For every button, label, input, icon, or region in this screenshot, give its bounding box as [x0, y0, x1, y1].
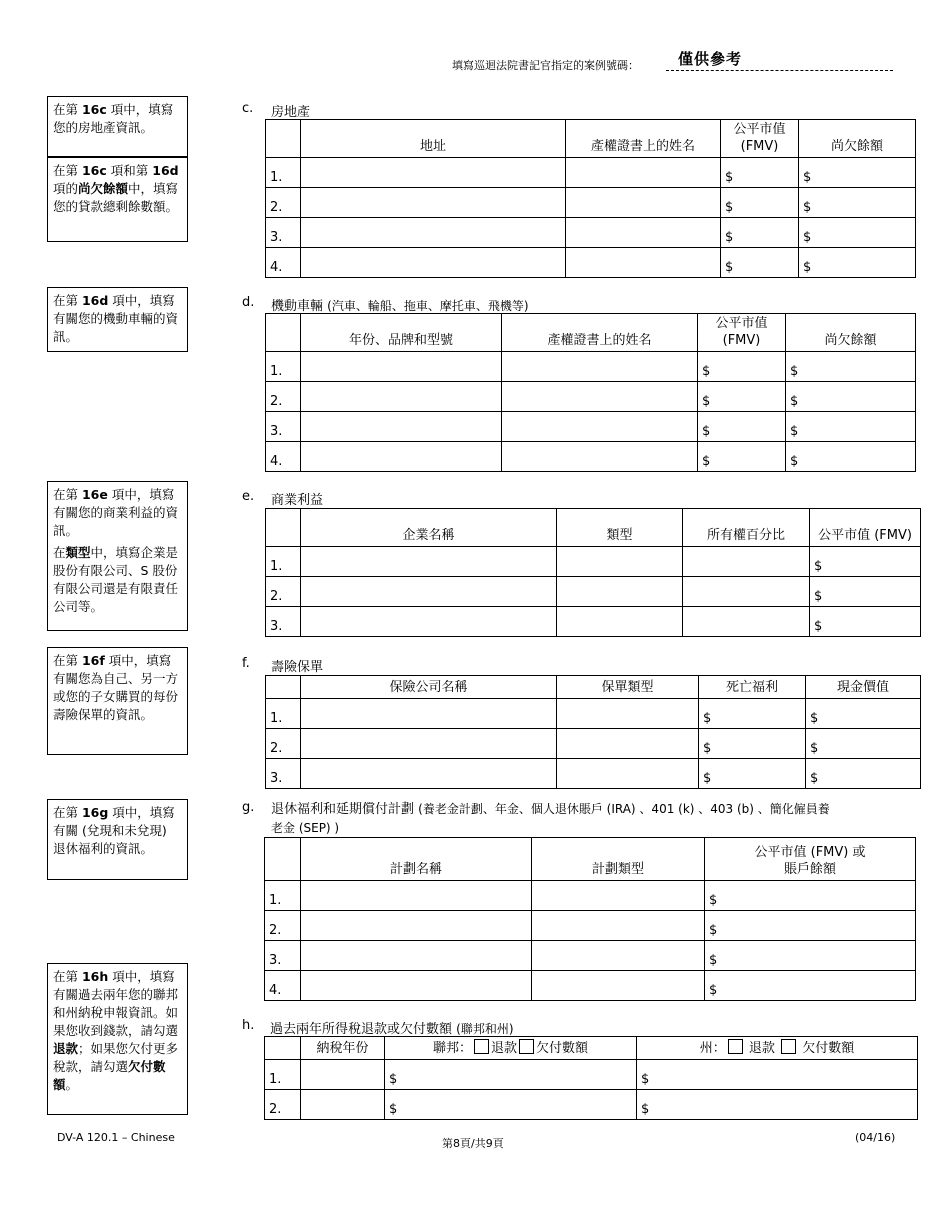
table-row	[266, 218, 916, 248]
table-row	[266, 607, 921, 637]
death-benefit-cell[interactable]: $	[699, 699, 806, 729]
case-number-field[interactable]	[666, 70, 893, 71]
header-type: 類型	[557, 509, 683, 547]
fmv-cell[interactable]: $	[698, 442, 786, 472]
row-number: 2.	[266, 188, 301, 218]
table-row	[266, 382, 916, 412]
table-row	[266, 699, 921, 729]
table-row	[265, 971, 916, 1001]
row-number: 3.	[265, 941, 301, 971]
header-death-benefit: 死亡福利	[699, 676, 806, 699]
balance-cell[interactable]: $	[799, 158, 916, 188]
section-c-letter: c.	[242, 101, 254, 116]
title-name-cell[interactable]	[566, 158, 721, 188]
state-owed-checkbox[interactable]	[781, 1039, 796, 1054]
type-cell[interactable]	[557, 607, 683, 637]
table-row	[266, 352, 916, 382]
table-row	[265, 1090, 918, 1120]
cash-value-cell[interactable]: $	[806, 729, 921, 759]
header-fmv: 公平市值 (FMV)	[721, 120, 799, 158]
death-benefit-cell[interactable]: $	[699, 759, 806, 789]
table-row	[265, 911, 916, 941]
ownership-cell[interactable]	[683, 607, 810, 637]
header-title-name: 產權證書上的姓名	[566, 120, 721, 158]
business-table	[265, 508, 921, 637]
title-name-cell[interactable]	[502, 442, 698, 472]
plan-type-cell[interactable]	[532, 911, 705, 941]
table-row	[266, 729, 921, 759]
row-number: 1.	[265, 881, 301, 911]
row-number: 3.	[266, 218, 301, 248]
balance-cell[interactable]: $	[786, 412, 916, 442]
header-year-make-model: 年份、品牌和型號	[301, 314, 502, 352]
title-name-cell[interactable]	[502, 352, 698, 382]
type-cell[interactable]	[557, 577, 683, 607]
reference-only-text: 僅供參考	[678, 50, 743, 68]
fmv-balance-cell[interactable]: $	[705, 911, 916, 941]
header-title-name: 產權證書上的姓名	[502, 314, 698, 352]
vehicles-table	[265, 313, 916, 472]
table-row	[266, 547, 921, 577]
header-plan-name: 計劃名稱	[301, 838, 532, 881]
table-row	[266, 188, 916, 218]
type-cell[interactable]	[557, 547, 683, 577]
section-f-title: 壽險保單	[271, 660, 324, 675]
balance-cell[interactable]: $	[799, 218, 916, 248]
section-d-letter: d.	[242, 295, 255, 310]
life-insurance-table	[265, 675, 921, 789]
row-number: 1.	[265, 1060, 301, 1090]
header-state: 州： 退款 欠付數額	[637, 1037, 918, 1060]
section-h-letter: h.	[242, 1018, 255, 1033]
death-benefit-cell[interactable]: $	[699, 729, 806, 759]
address-cell[interactable]	[301, 158, 566, 188]
section-g-letter: g.	[242, 800, 255, 815]
row-number: 4.	[265, 971, 301, 1001]
fmv-cell[interactable]: $	[810, 607, 921, 637]
vehicle-cell[interactable]	[301, 352, 502, 382]
cash-value-cell[interactable]: $	[806, 699, 921, 729]
section-f-letter: f.	[242, 656, 250, 671]
row-number: 2.	[266, 382, 301, 412]
federal-refund-checkbox[interactable]	[474, 1039, 489, 1054]
vehicle-cell[interactable]	[301, 382, 502, 412]
header-balance: 尚欠餘額	[786, 314, 916, 352]
balance-cell[interactable]: $	[786, 352, 916, 382]
address-cell[interactable]	[301, 248, 566, 278]
page-number: 第8頁/共9頁	[442, 1137, 504, 1150]
state-amount-cell[interactable]: $	[637, 1090, 918, 1120]
fmv-cell[interactable]: $	[698, 382, 786, 412]
plan-name-cell[interactable]	[301, 971, 532, 1001]
plan-name-cell[interactable]	[301, 911, 532, 941]
table-row	[266, 158, 916, 188]
insurer-cell[interactable]	[301, 729, 557, 759]
note-16d-vehicles: 在第 16d 項中，填寫有關您的機動車輛的資訊。	[47, 287, 188, 352]
header-cash-value: 現金價值	[806, 676, 921, 699]
note-16e-business: 在第 16e 項中，填寫有關您的商業利益的資訊。 在類型中，填寫企業是股份有限公司、S 股份有限公司還是有限責任公司等。	[47, 481, 188, 631]
title-name-cell[interactable]	[502, 382, 698, 412]
header-tax-year: 納稅年份	[301, 1037, 385, 1060]
fmv-cell[interactable]: $	[810, 547, 921, 577]
header-business-name: 企業名稱	[301, 509, 557, 547]
tax-year-cell[interactable]	[301, 1060, 385, 1090]
header-fmv: 公平市值 (FMV)	[810, 509, 921, 547]
federal-amount-cell[interactable]: $	[385, 1090, 637, 1120]
header-policy-type: 保單類型	[557, 676, 699, 699]
policy-type-cell[interactable]	[557, 759, 699, 789]
header-ownership-percent: 所有權百分比	[683, 509, 810, 547]
federal-amount-cell[interactable]: $	[385, 1060, 637, 1090]
row-number: 1.	[266, 158, 301, 188]
row-number: 4.	[266, 248, 301, 278]
note-16c-16d-balance: 在第 16c 項和第 16d 項的尚欠餘額中，填寫您的貸款總剩餘數額。	[47, 157, 188, 242]
row-number: 3.	[266, 759, 301, 789]
header-federal: 聯邦： 退款 欠付數額	[385, 1037, 637, 1060]
row-number: 1.	[266, 699, 301, 729]
header-plan-type: 計劃類型	[532, 838, 705, 881]
plan-name-cell[interactable]	[301, 881, 532, 911]
cash-value-cell[interactable]: $	[806, 759, 921, 789]
policy-type-cell[interactable]	[557, 729, 699, 759]
row-number: 1.	[266, 352, 301, 382]
balance-cell[interactable]: $	[799, 248, 916, 278]
real-estate-table	[265, 119, 916, 278]
row-number: 3.	[266, 412, 301, 442]
business-name-cell[interactable]	[301, 607, 557, 637]
header-insurer-name: 保險公司名稱	[301, 676, 557, 699]
title-name-cell[interactable]	[566, 218, 721, 248]
business-name-cell[interactable]	[301, 547, 557, 577]
vehicle-cell[interactable]	[301, 442, 502, 472]
state-refund-checkbox[interactable]	[728, 1039, 743, 1054]
fmv-cell[interactable]: $	[721, 248, 799, 278]
note-16f-life-insurance: 在第 16f 項中，填寫有關您為自己、另一方或您的子女購買的每份壽險保單的資訊。	[47, 647, 188, 755]
fmv-balance-cell[interactable]: $	[705, 971, 916, 1001]
section-g-title: 退休福利和延期償付計劃 (養老金計劃、年金、個人退休賬戶 (IRA) 、401 (k) 、403 (b) 、簡化僱員養 老金 (SEP) )	[271, 802, 830, 835]
note-16c-real-estate: 在第 16c 項中，填寫您的房地產資訊。	[47, 96, 188, 157]
fmv-cell[interactable]: $	[721, 218, 799, 248]
table-row	[266, 442, 916, 472]
state-amount-cell[interactable]: $	[637, 1060, 918, 1090]
retirement-table	[264, 837, 916, 1001]
business-name-cell[interactable]	[301, 577, 557, 607]
form-id: DV-A 120.1 – Chinese	[57, 1131, 175, 1144]
note-16g-retirement: 在第 16g 項中，填寫有關 (兌現和未兌現) 退休福利的資訊。	[47, 799, 188, 880]
balance-cell[interactable]: $	[799, 188, 916, 218]
header-fmv-balance: 公平市值 (FMV) 或 賬戶餘額	[705, 838, 916, 881]
address-cell[interactable]	[301, 188, 566, 218]
balance-cell[interactable]: $	[786, 382, 916, 412]
table-row	[265, 881, 916, 911]
table-row	[266, 412, 916, 442]
fmv-cell[interactable]: $	[698, 352, 786, 382]
row-number: 2.	[266, 729, 301, 759]
plan-type-cell[interactable]	[532, 971, 705, 1001]
fmv-balance-cell[interactable]: $	[705, 881, 916, 911]
table-row	[265, 1060, 918, 1090]
address-cell[interactable]	[301, 218, 566, 248]
ownership-cell[interactable]	[683, 547, 810, 577]
section-d-title: 機動車輛 (汽車、輪船、拖車、摩托車、飛機等)	[271, 299, 529, 314]
fmv-cell[interactable]: $	[698, 412, 786, 442]
fmv-cell[interactable]: $	[721, 188, 799, 218]
revision-date: (04/16)	[855, 1131, 896, 1144]
fmv-cell[interactable]: $	[721, 158, 799, 188]
plan-type-cell[interactable]	[532, 881, 705, 911]
table-row	[266, 577, 921, 607]
section-e-letter: e.	[242, 489, 255, 504]
case-number-label: 填寫巡迴法院書記官指定的案例號碼：	[452, 59, 639, 72]
plan-name-cell[interactable]	[301, 941, 532, 971]
row-number: 2.	[265, 911, 301, 941]
title-name-cell[interactable]	[566, 248, 721, 278]
ownership-cell[interactable]	[683, 577, 810, 607]
row-number: 3.	[266, 607, 301, 637]
tax-table	[264, 1036, 918, 1120]
policy-type-cell[interactable]	[557, 699, 699, 729]
title-name-cell[interactable]	[502, 412, 698, 442]
table-row	[266, 248, 916, 278]
insurer-cell[interactable]	[301, 759, 557, 789]
header-balance: 尚欠餘額	[799, 120, 916, 158]
fmv-balance-cell[interactable]: $	[705, 941, 916, 971]
header-fmv: 公平市值 (FMV)	[698, 314, 786, 352]
tax-year-cell[interactable]	[301, 1090, 385, 1120]
insurer-cell[interactable]	[301, 699, 557, 729]
plan-type-cell[interactable]	[532, 941, 705, 971]
note-16h-taxes: 在第 16h 項中，填寫有關過去兩年您的聯邦和州納稅申報資訊。如果您收到錢款，請勾選退款；如果您欠付更多稅款，請勾選欠付數額。	[47, 963, 188, 1115]
row-number: 2.	[266, 577, 301, 607]
section-h-title: 過去兩年所得稅退款或欠付數額 (聯邦和州)	[270, 1022, 514, 1037]
header-address: 地址	[301, 120, 566, 158]
vehicle-cell[interactable]	[301, 412, 502, 442]
table-row	[265, 941, 916, 971]
title-name-cell[interactable]	[566, 188, 721, 218]
row-number: 1.	[266, 547, 301, 577]
row-number: 4.	[266, 442, 301, 472]
balance-cell[interactable]: $	[786, 442, 916, 472]
section-c-title: 房地產	[271, 105, 311, 120]
section-e-title: 商業利益	[271, 493, 324, 508]
row-number: 2.	[265, 1090, 301, 1120]
federal-owed-checkbox[interactable]	[519, 1039, 534, 1054]
table-row	[266, 759, 921, 789]
fmv-cell[interactable]: $	[810, 577, 921, 607]
